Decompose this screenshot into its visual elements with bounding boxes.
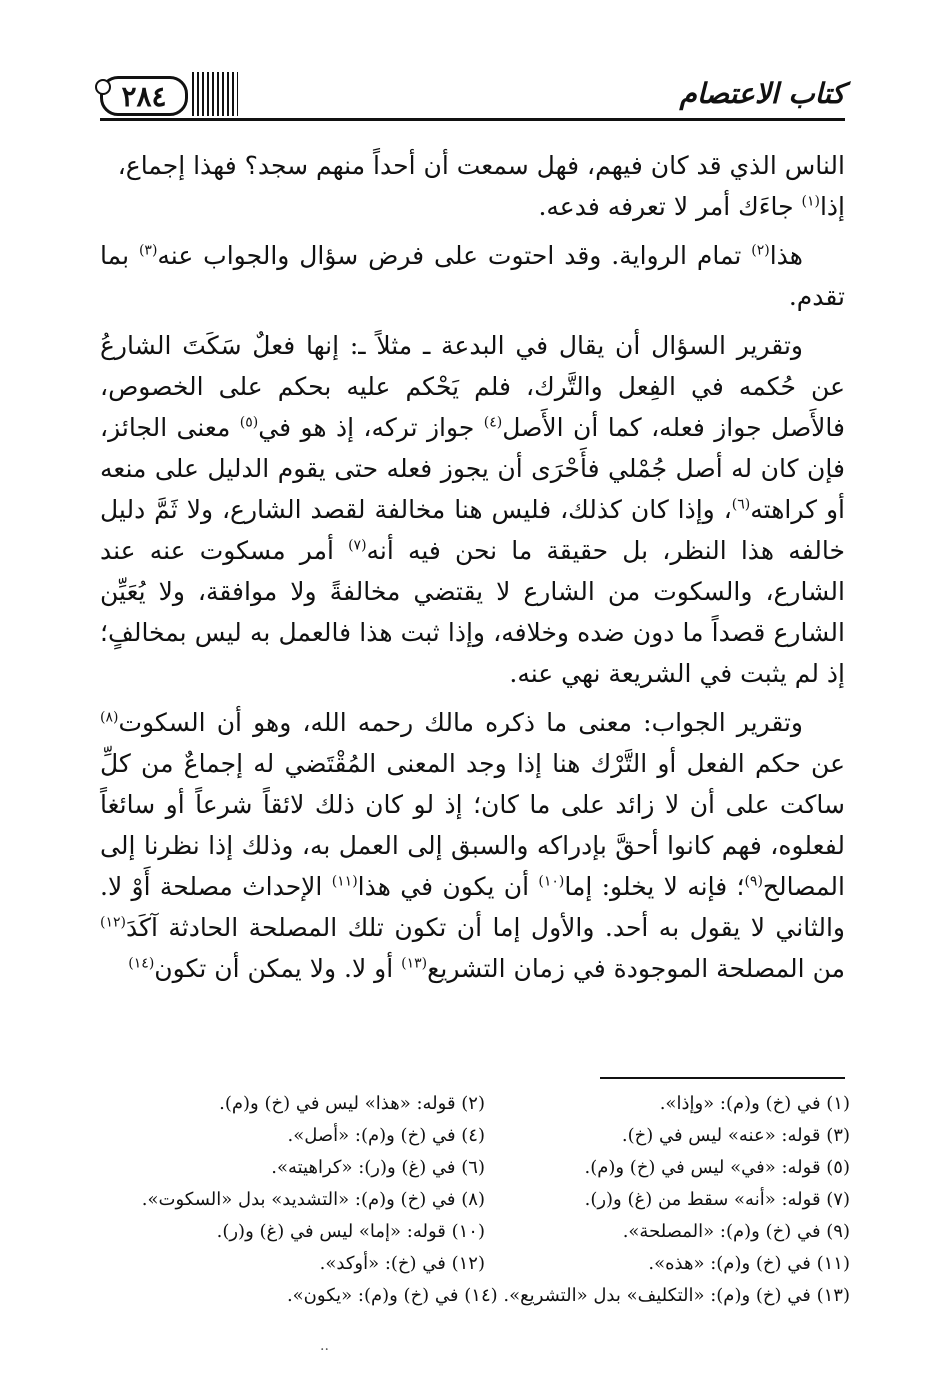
- footnote-1: (١) في (خ) و(م): «وإذا».: [659, 1093, 850, 1114]
- footnote-row: [120, 1184, 850, 1216]
- footnote-ref-9[interactable]: (٩): [744, 873, 763, 890]
- footnote-ref-6[interactable]: (٦): [731, 496, 751, 513]
- footnote-9: (٩) في (خ) و(م): «المصلحة».: [622, 1221, 850, 1242]
- footnote-ref-11[interactable]: (١١): [331, 873, 358, 890]
- footnote-8: (٨) في (خ) و(م): «التشديد» بدل «السكوت».: [141, 1189, 485, 1210]
- footnote-7: (٧) قوله: «أنه» سقط من (غ) و(ر).: [584, 1189, 850, 1210]
- paragraph-2-text-b: تمام الرواية. وقد احتوت على فرض سؤال والجواب عنه: [157, 241, 752, 270]
- footnote-5: (٥) قوله: «في» ليس في (خ) و(م).: [584, 1157, 850, 1178]
- footnote-11: (١١) في (خ) و(م): «هذه».: [648, 1253, 850, 1274]
- footnote-ref-5[interactable]: (٥): [239, 414, 259, 431]
- footnote-row: [120, 1248, 850, 1280]
- paragraph-3-text-c: معنى الجائز، فإن كان له أصل جُمْلي فأَحْرَى أن يجوز فعله حتى يقوم الدليل على منعه أو كراهته: [100, 413, 845, 524]
- footnote-6: (٦) في (غ) و(ر): «كراهيته».: [271, 1157, 485, 1178]
- footnote-ref-7[interactable]: (٧): [348, 537, 367, 554]
- footnote-row: [120, 1216, 850, 1248]
- paragraph-2-text-a: هذا: [769, 241, 803, 270]
- paragraph-1: [100, 145, 845, 227]
- paragraph-4-text-e: الإحداث مصلحة أَوْ لا. والثاني لا يقول به أحد. والأول إما أن تكون تلك المصلحة الحادثة آكَدَ: [100, 872, 845, 942]
- paragraph-1-text-a: إذا: [819, 192, 845, 221]
- footnote-4: (٤) في (خ) و(م): «أصل».: [287, 1125, 485, 1146]
- footnote-ref-10[interactable]: (١٠): [538, 873, 565, 890]
- footnote-row: [120, 1088, 850, 1120]
- paragraph-2-text-c: بما تقدم.: [100, 241, 845, 311]
- footnote-separator: [600, 1077, 845, 1079]
- paragraph-4-text-c: ؛ فإنه لا يخلو: إما: [564, 872, 745, 901]
- footnote-ref-14[interactable]: (١٤): [128, 955, 155, 972]
- footnote-ref-8[interactable]: (٨): [100, 709, 119, 726]
- paragraph-4-text-f: من المصلحة الموجودة في زمان التشريع: [427, 954, 845, 983]
- footnote-3: (٣) قوله: «عنه» ليس في (خ).: [621, 1125, 850, 1146]
- main-text: [100, 145, 845, 989]
- paragraph-4-text-g: أو لا. ولا يمكن أن تكون: [154, 954, 402, 983]
- page-header: [100, 70, 845, 125]
- paragraph-3: [100, 325, 845, 694]
- footnote-10: (١٠) قوله: «إما» ليس في (غ) و(ر).: [216, 1221, 485, 1242]
- paragraph-3-text-e: أمر مسكوت عنه عند الشارع، والسكوت من الشارع لا يقتضي مخالفةً ولا موافقة، ولا يُعَيِّن الشارع قصداً ما دون ضده وخلافه، وإذا ثبت هذا فالعمل به ليس بمخالفٍ؛ إذ لم يثبت في الشريعة نهي عنه.: [100, 536, 845, 688]
- footnote-ref-2[interactable]: (٢): [751, 242, 770, 259]
- footnote-13-14: (١٣) في (خ) و(م): «التكليف» بدل «التشريع». (١٤) في (خ) و(م): «يكون».: [286, 1285, 850, 1306]
- paragraph-4-text-b: عن حكم الفعل أو التَّرْك هنا إذا وجد المعنى المُقْتَضي له إجماعٌ من كلِّ ساكت على أن لا زائد على ما كان؛ إذ لو كان ذلك لائقاً شرعاً أو سائغاً لفعلوه، فهم كانوا أحقَّ بإدراكه والسبق إلى العمل به، وذلك إذا نظرنا إلى المصالح: [100, 749, 845, 901]
- ornament-circle-icon: [95, 79, 111, 95]
- book-title: كتاب الاعتصام: [679, 77, 845, 110]
- footnote-row: [120, 1280, 850, 1312]
- footnote-ref-3[interactable]: (٣): [138, 242, 158, 259]
- bottom-mark: ..: [320, 1338, 329, 1354]
- footnote-2: (٢) قوله: «هذا» ليس في (خ) و(م).: [219, 1093, 485, 1114]
- paragraph-1-text-b: جاءَك أمر لا تعرفه فدعه.: [538, 192, 802, 221]
- footnote-ref-1[interactable]: (١): [801, 193, 820, 210]
- decorative-bars: [192, 72, 238, 116]
- paragraph-1-line-1: الناس الذي قد كان فيهم، فهل سمعت أن أحداً منهم سجد؟ فهذا إجماع،: [117, 151, 845, 180]
- paragraph-4-text-d: أن يكون في هذا: [357, 872, 539, 901]
- header-rule: [100, 118, 845, 121]
- footnote-ref-4[interactable]: (٤): [483, 414, 503, 431]
- footnote-row: [120, 1152, 850, 1184]
- paragraph-4-text-a: وتقرير الجواب: معنى ما ذكره مالك رحمه الله، وهو أن السكوت: [118, 708, 803, 737]
- footnotes: [120, 1088, 850, 1312]
- footnote-12: (١٢) في (خ): «أوكد».: [319, 1253, 485, 1274]
- paragraph-3-text-b: جواز تركه، إذ هو في: [258, 413, 484, 442]
- paragraph-4: [100, 702, 845, 989]
- footnote-row: [120, 1120, 850, 1152]
- footnote-ref-12[interactable]: (١٢): [100, 914, 126, 931]
- footnote-ref-13[interactable]: (١٣): [401, 955, 428, 972]
- paragraph-3-text-a: وتقرير السؤال أن يقال في البدعة ـ مثلاً ـ: إنها فعلٌ سَكَتَ الشارعُ عن حُكمه في الفِعل والتَّرك، فلم يَحْكم عليه بحكم على الخصوص، فالأَصل جواز فعله، كما أن الأَصل: [100, 331, 846, 442]
- paragraph-3-text-d: ، وإذا كان كذلك، فليس هنا مخالفة لقصد الشارع، ولا ثَمَّ دليل خالفه هذا النظر، بل حقيقة ما نحن فيه أنه: [100, 495, 845, 565]
- paragraph-2: [100, 235, 845, 317]
- page-number: ٢٨٤: [121, 79, 167, 113]
- page-number-badge: [100, 76, 188, 116]
